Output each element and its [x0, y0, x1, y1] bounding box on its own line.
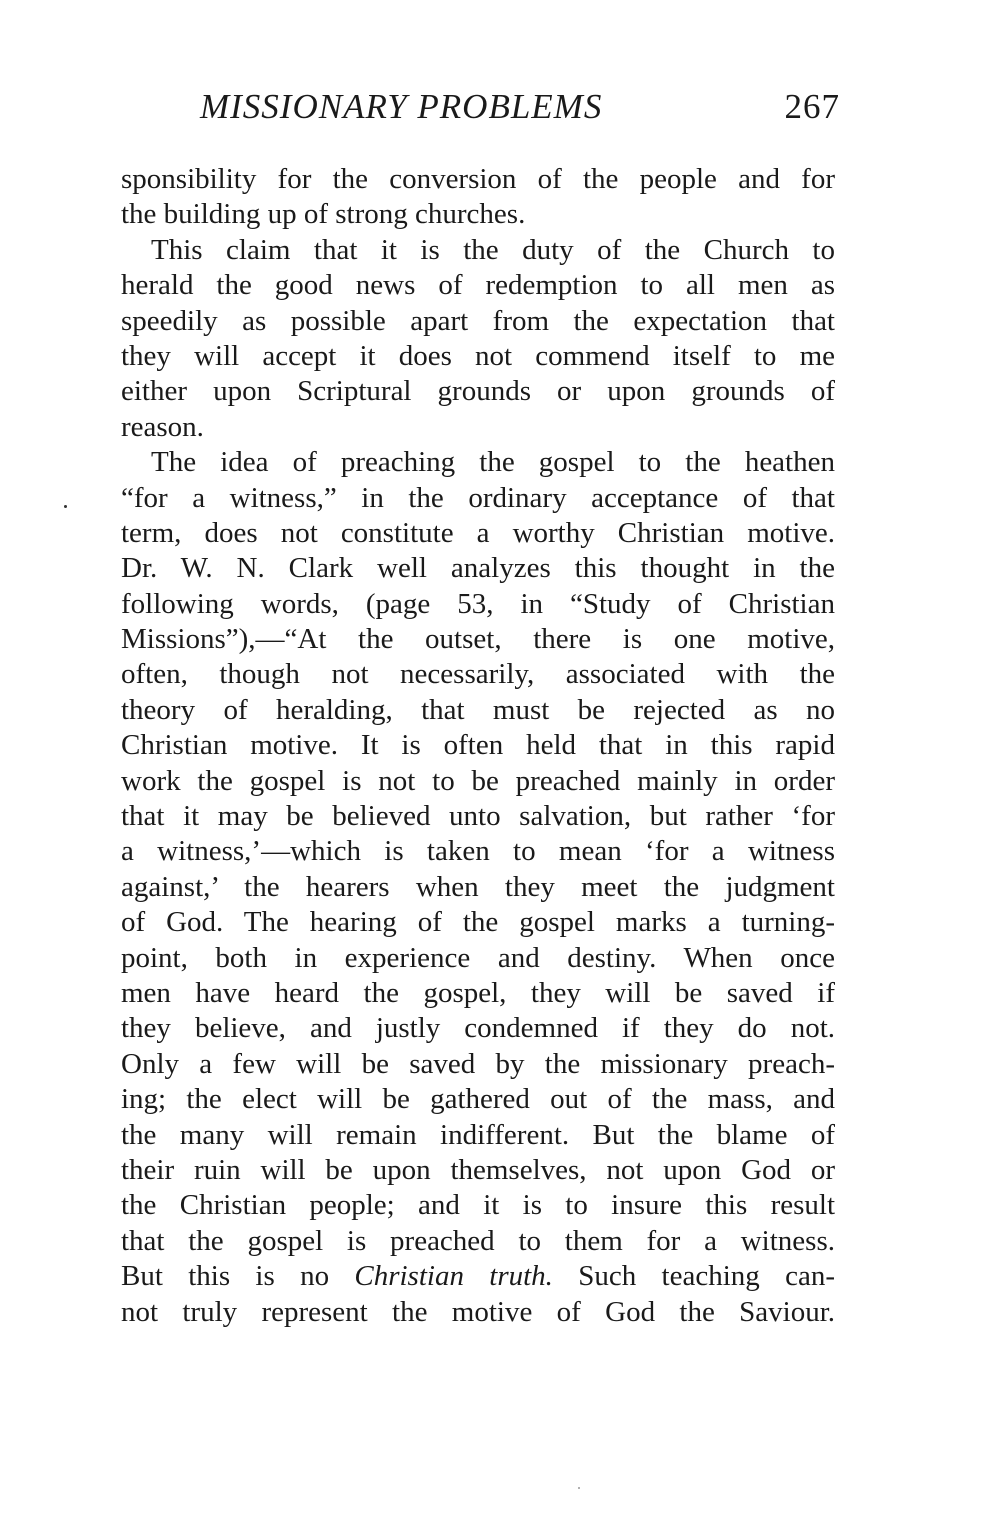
page-number: 267 [784, 87, 840, 126]
text-line: ing; the elect will be gathered out of the mass, and [121, 1083, 835, 1116]
text-line: the many will remain indifferent. But the blame of [121, 1118, 835, 1151]
text-line: point, both in experience and destiny. When once [121, 941, 835, 974]
emphasized-phrase: Christian truth. [354, 1260, 553, 1293]
text-line: against,’ the hearers when they meet the judgment [121, 870, 835, 903]
text-line-with-emphasis [121, 1259, 835, 1294]
text-line: the Christian people; and it is to insure this result [121, 1189, 835, 1222]
text-line: often, though not necessarily, associated with the [121, 658, 835, 691]
text-line: speedily as possible apart from the expectation that [121, 304, 835, 337]
text-line: men have heard the gospel, they will be saved if [121, 976, 835, 1009]
text-line: “for a witness,” in the ordinary acceptance of that [121, 481, 835, 514]
text-line: reason. [121, 410, 204, 443]
text-line: theory of heralding, that must be rejected as no [121, 693, 835, 726]
text-line: sponsibility for the conversion of the people and for [121, 163, 835, 195]
text-line: a witness,’—which is taken to mean ‘for a witness [121, 835, 835, 868]
text-line: Dr. W. N. Clark well analyzes this thought in the [121, 552, 835, 585]
text-line: either upon Scriptural grounds or upon grounds of [121, 375, 835, 408]
text-line: not truly represent the motive of God the Saviour. [121, 1295, 835, 1328]
text-line: work the gospel is not to be preached mainly in order [121, 764, 835, 797]
text-line: herald the good news of redemption to all men as [121, 269, 835, 302]
text-line: The idea of preaching the gospel to the heathen [151, 446, 835, 479]
text-line: term, does not constitute a worthy Christian motive. [121, 516, 835, 549]
text-line: that it may be believed unto salvation, but rather ‘for [121, 800, 835, 833]
text-line: they believe, and justly condemned if they do not. [121, 1012, 835, 1045]
body-text [121, 162, 835, 1330]
text-line: following words, (page 53, in “Study of Christian [121, 587, 835, 620]
text-line: that the gospel is preached to them for a witness. [121, 1224, 835, 1257]
text-line: Only a few will be saved by the missionary preach- [121, 1047, 835, 1080]
margin-speck-bottom [578, 1487, 580, 1489]
text-fragment: But this is no [121, 1260, 355, 1293]
text-line: of God. The hearing of the gospel marks a turning- [121, 906, 835, 939]
text-line: the building up of strong churches. [121, 198, 526, 231]
text-line: they will accept it does not commend itself to me [121, 339, 835, 372]
text-line: their ruin will be upon themselves, not upon God or [121, 1153, 835, 1186]
running-title: MISSIONARY PROBLEMS [200, 87, 603, 126]
text-fragment: Such teaching can- [552, 1260, 835, 1293]
text-line: Missions”),—“At the outset, there is one motive, [121, 623, 835, 656]
margin-speck [64, 505, 67, 508]
text-line: This claim that it is the duty of the Church to [151, 233, 835, 266]
text-line: Christian motive. It is often held that in this rapid [121, 729, 835, 762]
running-head [200, 82, 840, 132]
